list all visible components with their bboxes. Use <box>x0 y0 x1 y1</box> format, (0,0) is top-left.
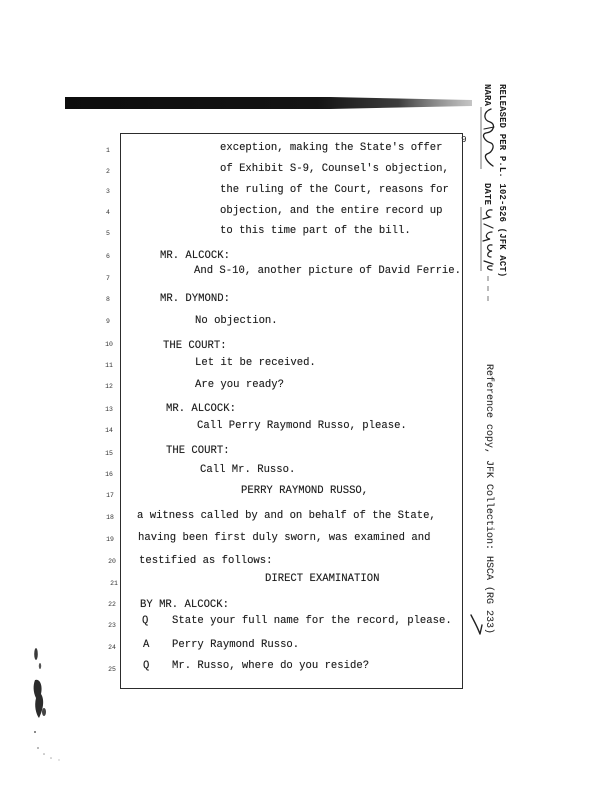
date-label: DATE <box>482 183 492 206</box>
line-number: 1 <box>106 147 110 154</box>
transcript-line: Let it be received. <box>195 357 316 369</box>
line-number: 18 <box>106 514 114 521</box>
line-number: 4 <box>106 209 110 216</box>
nara-initials-handwriting <box>478 107 498 169</box>
transcript-line: And S-10, another picture of David Ferrie. <box>194 265 462 277</box>
transcript-line: the ruling of the Court, reasons for <box>220 184 449 196</box>
line-number: 8 <box>106 296 110 303</box>
witness-name: PERRY RAYMOND RUSSO, <box>241 485 369 497</box>
line-number: 23 <box>108 622 116 629</box>
line-number: 21 <box>110 580 118 587</box>
speaker-label: THE COURT: <box>163 340 227 352</box>
archive-reference-note: Reference copy, JFK Collection: HSCA (RG 233) <box>483 364 494 635</box>
line-number: 5 <box>106 230 110 237</box>
transcript-line: exception, making the State's offer <box>220 142 443 154</box>
line-number: 25 <box>108 666 116 673</box>
transcript-line: Are you ready? <box>195 379 285 391</box>
transcript-line: Call Perry Raymond Russo, please. <box>197 420 407 432</box>
line-number: 15 <box>105 450 113 457</box>
line-number: 7 <box>106 275 110 282</box>
page-number: 9 <box>461 134 467 145</box>
transcript-line: a witness called by and on behalf of the State, <box>137 510 436 522</box>
transcript-line: objection, and the entire record up <box>220 205 443 217</box>
line-number: 19 <box>106 536 114 543</box>
examiner-label: BY MR. ALCOCK: <box>140 599 230 611</box>
line-number: 3 <box>106 188 110 195</box>
scan-mark <box>483 274 493 304</box>
transcript-line: having been first duly sworn, was examined and <box>138 532 431 544</box>
line-number: 10 <box>105 341 113 348</box>
line-number: 16 <box>105 471 113 478</box>
date-handwriting <box>478 207 498 271</box>
line-number: 2 <box>106 168 110 175</box>
answer-text: Perry Raymond Russo. <box>172 639 300 651</box>
transcript-line: to this time part of the bill. <box>220 225 411 237</box>
release-stamp-text: RELEASED PER P.L. 102-526 (JFK ACT) <box>497 84 507 278</box>
transcript-line: Call Mr. Russo. <box>200 464 296 476</box>
transcript-line: of Exhibit S-9, Counsel's objection, <box>220 163 449 175</box>
question-marker: Q <box>142 615 149 627</box>
line-number: 13 <box>105 406 113 413</box>
speaker-label: MR. ALCOCK: <box>160 250 230 262</box>
margin-check-mark <box>468 613 484 637</box>
line-number: 20 <box>108 558 116 565</box>
line-number: 22 <box>108 601 116 608</box>
line-number: 17 <box>106 492 114 499</box>
line-number: 9 <box>106 318 110 325</box>
line-number: 14 <box>105 427 113 434</box>
scan-edge-bar <box>62 94 482 114</box>
transcript-line: No objection. <box>195 315 278 327</box>
line-number: 12 <box>105 383 113 390</box>
nara-label: NARA <box>482 84 492 107</box>
question-text: State your full name for the record, please. <box>172 615 452 627</box>
speaker-label: MR. ALCOCK: <box>166 403 236 415</box>
line-number: 11 <box>105 362 113 369</box>
scan-smudge <box>26 640 66 770</box>
line-number: 6 <box>106 253 110 260</box>
question-marker: Q <box>143 660 150 672</box>
transcript-line: testified as follows: <box>139 555 273 567</box>
speaker-label: MR. DYMOND: <box>160 293 230 305</box>
answer-marker: A <box>143 639 150 651</box>
question-text: Mr. Russo, where do you reside? <box>172 660 370 672</box>
section-heading: DIRECT EXAMINATION <box>265 573 380 585</box>
line-number: 24 <box>108 644 116 651</box>
speaker-label: THE COURT: <box>166 445 230 457</box>
